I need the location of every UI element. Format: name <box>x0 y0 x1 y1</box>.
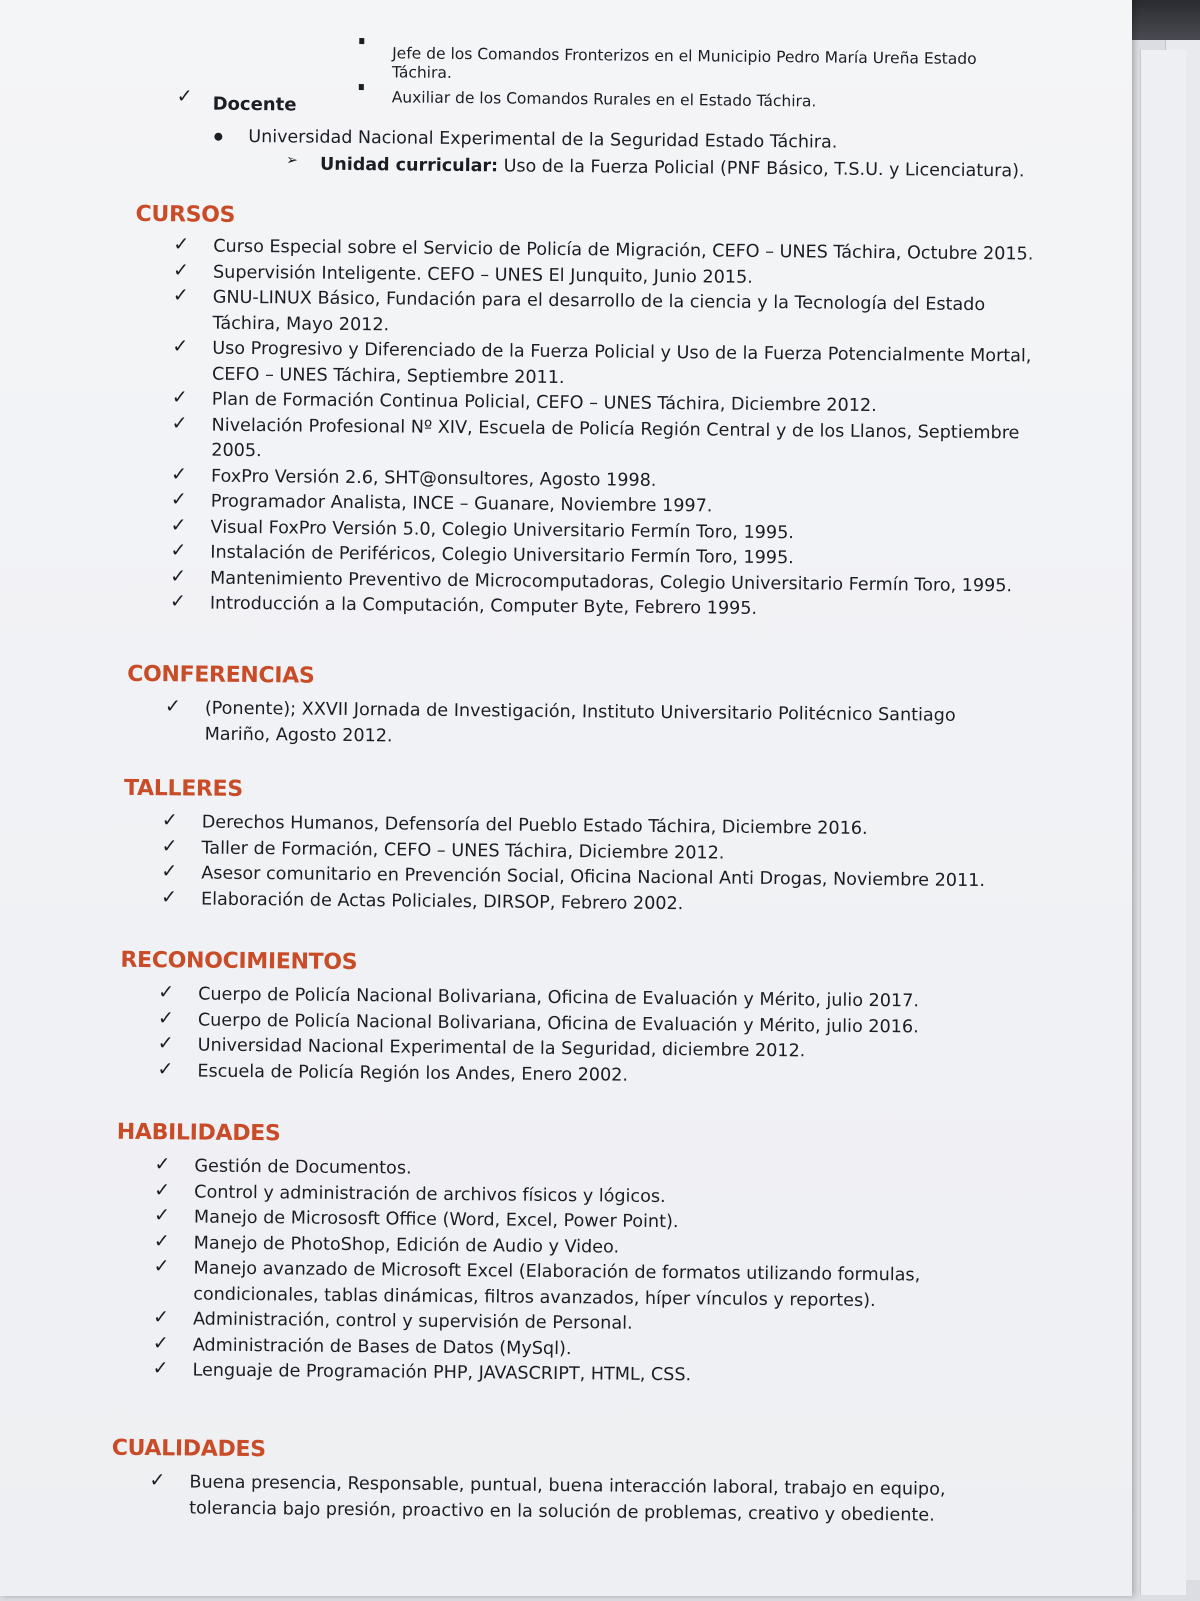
check-icon: ✓ <box>158 981 175 1004</box>
check-icon: ✓ <box>161 860 178 883</box>
back-sheet <box>1140 50 1186 1595</box>
check-icon: ✓ <box>170 539 187 562</box>
list-item: ✓ Manejo avanzado de Microsoft Excel (Elaboración de formatos utilizando formulas, condicionales, tablas dinámicas, filtros avanzados, híper vínculos y reportes). <box>153 1255 921 1311</box>
list-item: ✓ Visual FoxPro Versión 5.0, Colegio Universitario Fermín Toro, 1995. <box>170 513 795 543</box>
list-item: ✓ Universidad Nacional Experimental de la Seguridad, diciembre 2012. <box>157 1032 806 1062</box>
university-line: Universidad Nacional Experimental de la Seguridad Estado Táchira. <box>248 126 838 153</box>
list-item: ✓ Administración, control y supervisión de Personal. <box>152 1306 633 1334</box>
list-item: ✓ Taller de Formación, CEFO – UNES Táchira, Diciembre 2012. <box>161 834 725 864</box>
unit-label: Unidad curricular: <box>319 154 499 177</box>
check-icon: ✓ <box>172 335 189 358</box>
list-item: ✓ Elaboración de Actas Policiales, DIRSOP, Febrero 2002. <box>160 885 684 914</box>
check-icon: ✓ <box>176 85 193 108</box>
job-line-2: Auxiliar de los Comandos Rurales en el Estado Táchira. <box>391 88 817 111</box>
square-bullet-icon <box>359 38 364 44</box>
check-icon: ✓ <box>153 1229 170 1252</box>
list-item: ✓ Asesor comunitario en Prevención Social, Oficina Nacional Anti Drogas, Noviembre 2011. <box>161 860 986 892</box>
check-icon: ✓ <box>161 834 178 857</box>
check-icon: ✓ <box>154 1153 171 1176</box>
list-item: ✓ Lenguaje de Programación PHP, JAVASCRIPT, HTML, CSS. <box>152 1357 692 1386</box>
reconocimientos-list <box>157 982 1038 1092</box>
check-icon: ✓ <box>164 695 181 718</box>
section-title-conferencias: CONFERENCIAS <box>127 661 315 689</box>
job-line-1: Jefe de los Comandos Fronterizos en el Municipio Pedro María Ureña Estado Táchira. <box>391 44 977 82</box>
list-item: ✓ Cuerpo de Policía Nacional Bolivariana, Oficina de Evaluación y Mérito, julio 2016. <box>157 1006 919 1037</box>
list-item: ✓ Instalación de Periféricos, Colegio Universitario Fermín Toro, 1995. <box>170 539 794 569</box>
list-item: ✓ Derechos Humanos, Defensoría del Pueblo Estado Táchira, Diciembre 2016. <box>161 809 868 839</box>
check-icon: ✓ <box>171 411 188 434</box>
check-icon: ✓ <box>152 1331 169 1354</box>
check-icon: ✓ <box>170 513 187 536</box>
list-item: ✓ Programador Analista, INCE – Guanare, Noviembre 1997. <box>170 488 713 517</box>
list-item: ✓ Gestión de Documentos. <box>154 1153 412 1179</box>
list-item: ✓ Control y administración de archivos físicos y lógicos. <box>154 1178 666 1207</box>
check-icon: ✓ <box>160 885 178 908</box>
list-item: ✓ Uso Progresivo y Diferenciado de la Fuerza Policial y Uso de la Fuerza Potencialmente Mortal, CEFO – UNES Táchira, Septiembre 2011. <box>172 335 1032 388</box>
check-icon: ✓ <box>157 1032 174 1055</box>
list-item: ✓ Supervisión Inteligente. CEFO – UNES El Junquito, Junio 2015. <box>172 258 753 288</box>
square-bullet-icon <box>359 84 364 90</box>
check-icon: ✓ <box>157 1006 174 1029</box>
list-item: ✓ Manejo de Micrososft Office (Word, Excel, Power Point). <box>153 1204 679 1233</box>
check-icon: ✓ <box>149 1469 166 1492</box>
list-item: ✓ Buena presencia, Responsable, puntual, buena interacción laboral, trabajo en equipo, tolerancia bajo presión, proactivo en la solución de problemas, creativo y obediente. <box>149 1469 946 1526</box>
check-icon: ✓ <box>171 386 188 409</box>
section-title-reconocimientos: RECONOCIMIENTOS <box>120 947 358 976</box>
section-title-cursos: CURSOS <box>135 201 236 228</box>
list-item: ✓ Administración de Bases de Datos (MySql). <box>152 1331 572 1359</box>
check-icon: ✓ <box>170 564 187 587</box>
unit-text: Uso de la Fuerza Policial (PNF Básico, T.S.U. y Licenciatura). <box>497 156 1025 182</box>
check-icon: ✓ <box>172 284 189 307</box>
arrow-bullet-icon: ➢ <box>286 152 298 169</box>
check-icon: ✓ <box>172 258 190 281</box>
check-icon: ✓ <box>169 590 186 613</box>
list-item: ✓ GNU-LINUX Básico, Fundación para el desarrollo de la ciencia y la Tecnología del Estado Táchira, Mayo 2012. <box>172 284 986 335</box>
round-bullet-icon <box>214 133 222 141</box>
list-item: ✓ (Ponente); XXVII Jornada de Investigación, Instituto Universitario Politécnico Santiago Mariño, Agosto 2012. <box>164 695 956 746</box>
check-icon: ✓ <box>157 1057 174 1080</box>
docente-label: Docente <box>212 93 297 116</box>
list-item: ✓ Cuerpo de Policía Nacional Bolivariana, Oficina de Evaluación y Mérito, julio 2017. <box>158 981 920 1012</box>
check-icon: ✓ <box>153 1204 171 1227</box>
check-icon: ✓ <box>154 1178 171 1201</box>
section-title-cualidades: CUALIDADES <box>111 1435 266 1463</box>
list-item: ✓ Mantenimiento Preventivo de Microcomputadoras, Colegio Universitario Fermín Toro, 1995. <box>170 564 1013 596</box>
list-item: ✓ Escuela de Policía Región los Andes, Enero 2002. <box>157 1057 629 1086</box>
curricular-unit <box>320 153 1025 185</box>
list-item: ✓ Curso Especial sobre el Servicio de Policía de Migración, CEFO – UNES Táchira, Octubre 2015. <box>173 233 1034 265</box>
list-item: ✓ Introducción a la Computación, Computer Byte, Febrero 1995. <box>169 590 758 619</box>
section-title-habilidades: HABILIDADES <box>116 1119 281 1147</box>
list-item: ✓ Manejo de PhotoShop, Edición de Audio y Video. <box>153 1229 620 1258</box>
cursos-list <box>170 234 1054 625</box>
section-title-talleres: TALLERES <box>123 775 244 802</box>
check-icon: ✓ <box>170 488 187 511</box>
check-icon: ✓ <box>161 809 178 832</box>
check-icon: ✓ <box>171 462 188 485</box>
conferencias-list <box>164 696 984 755</box>
check-icon: ✓ <box>152 1357 169 1380</box>
check-icon: ✓ <box>173 233 190 256</box>
talleres-list <box>161 810 1042 920</box>
habilidades-list <box>152 1154 954 1391</box>
list-item: ✓ FoxPro Versión 2.6, SHT@onsultores, Agosto 1998. <box>171 462 657 491</box>
list-item: ✓ Nivelación Profesional Nº XIV, Escuela de Policía Región Central y de los Llanos, Septiembre 2005. <box>171 411 1020 462</box>
check-icon: ✓ <box>153 1255 170 1278</box>
check-icon: ✓ <box>152 1306 170 1329</box>
cualidades-list <box>149 1470 989 1529</box>
list-item: ✓ Plan de Formación Continua Policial, CEFO – UNES Táchira, Diciembre 2012. <box>171 386 877 417</box>
